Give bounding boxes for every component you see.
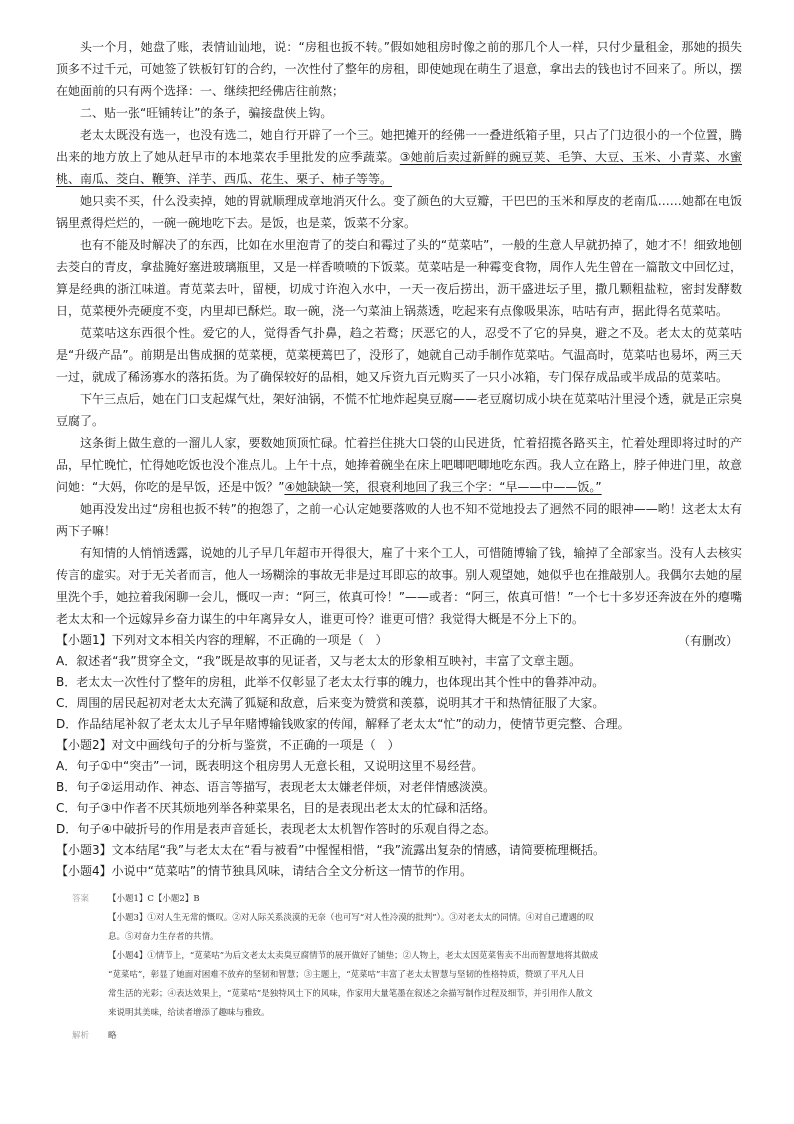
analysis-body — [108, 1027, 732, 1046]
answer-section — [72, 890, 732, 1023]
paragraph-4: 她只卖不买，什么没卖掉，她的胃就顺理成章地消灭什么。变了颜色的大豆瓣，干巴巴的玉米和厚皮的老南瓜……她都在电饭锅里煮得烂烂的，一碗一碗地吃下去。是饭，也是菜，饭菜不分家。 — [56, 194, 742, 230]
answer-line-3b: “苋菜咕”，彰显了她面对困难不放弃的坚韧和智慧；③主题上，“苋菜咕”丰富了老太太智慧与坚韧的性格特质，赞颂了平凡人日 — [108, 970, 585, 980]
analysis-section — [72, 1027, 732, 1046]
paragraph-3 — [56, 124, 742, 190]
answer-line-3a: 【小题4】①情节上，“苋菜咕”为后文老太太卖臭豆腐情节的展开做好了铺垫；②人物上，老太太因苋菜售卖不出而智慧地将其做成 — [108, 951, 599, 961]
question-1-option-c: C．周围的居民起初对老太太充满了狐疑和敌意，后来变为赞赏和羡慕，说明其才干和热情征服了大家。 — [56, 696, 605, 710]
questions — [56, 630, 742, 882]
paragraph-3-text: 老太太既没有选一，也没有选二，她自行开辟了一个三。她把摊开的经佛一一叠进纸箱子里，只占了门边很小的一个位置，腾出来的地方放上了她从赶早市的本地菜农手里批发的应季蔬菜。 — [56, 128, 742, 164]
passage — [56, 36, 742, 652]
paragraph-8 — [56, 432, 742, 498]
question-2-option-b: B．句子②运用动作、神态、语言等描写，表现老太太嫌老伴烦，对老伴情感淡漠。 — [56, 780, 495, 794]
analysis-label: 解析 — [72, 1031, 90, 1041]
answer-line-3d: 来说明其美味，给读者增添了趣味与雅致。 — [108, 1008, 270, 1018]
question-2-option-a: A．句子①中“突击”一词，既表明这个租房男人无意长租，又说明这里不易经营。 — [56, 759, 484, 773]
paragraph-6: 苋菜咕这东西很个性。爱它的人，觉得香气扑鼻，趋之若鹜；厌恶它的人，忍受不了它的异臭，避之不及。老太太的苋菜咕是“升级产品”。前期是出售成捆的苋菜梗，苋菜梗蔫巴了，没形了，她就自己动手制作苋菜咕。气温高时，苋菜咕也易坏，两三天一过，就成了稀汤寡水的落拓货。为了确保较好的品相，她又斥资九百元购买了一只小冰箱，专门保存成品或半成品的苋菜咕。 — [56, 326, 742, 384]
question-1-option-a: A．叙述者“我”贯穿全文，“我”既是故事的见证者，又与老太太的形象相互映衬，丰富了文章主题。 — [56, 654, 582, 668]
question-1-option-b: B．老太太一次性付了整年的房租，此举不仅彰显了老太太行事的魄力，也体现出其个性中的鲁莽冲动。 — [56, 675, 605, 689]
answer-line-2a: 【小题3】①对人生无常的慨叹。②对人际关系淡漠的无奈（也可写“对人性冷漠的批判”）。③对老太太的同情。④对自己遭遇的叹 — [108, 913, 594, 923]
answer-body — [108, 890, 732, 1023]
analysis-text: 略 — [108, 1031, 117, 1041]
question-2: 【小题2】对文中画线句子的分析与鉴赏，不正确的一项是（ ） — [56, 738, 400, 752]
underlined-sentence-4: ④她缺缺一笑，很衰利地回了我三个字：“早——中——饭。” — [284, 480, 602, 494]
paragraph-1: 头一个月，她盘了账，表情讪讪地，说：“房租也扳不转。”假如她租房时像之前的那几个人一样，只付少量租金，那她的损失顶多不过千元，可她签了铁板钉钉的合约，一次性付了整年的房租，即使她现在萌生了退意，拿出去的钱也讨不回来了。所以，摆在她面前的只有两个选择：一、继续把经佛店往前熬； — [56, 40, 742, 98]
question-2-option-d: D．句子④中破折号的作用是表声音延长，表现老太太机智作答时的乐观自得之态。 — [56, 822, 497, 836]
question-1: 【小题1】下列对文本相关内容的理解，不正确的一项是（ ） — [56, 633, 388, 647]
answer-line-3c: 常生活的光彩；④表达效果上，“苋菜咕”是独特风土下的风味，作家用大量笔墨在叙述之余描写制作过程及细节，并引用作人散文 — [108, 989, 593, 999]
question-2-option-c: C．句子③中作者不厌其烦地列举各种菜果名，目的是表现出老太太的忙碌和活络。 — [56, 801, 496, 815]
paragraph-2: 二、贴一张“旺铺转让”的条子，骗接盘侠上钩。 — [80, 106, 333, 120]
answer-line-1: 【小题1】C【小题2】B — [108, 894, 200, 904]
answer-line-2b: 息。⑤对奋力生存者的共情。 — [108, 932, 219, 942]
paragraph-8-text: 这条街上做生意的一溜儿人家，要数她顶顶忙碌。忙着拦住挑大口袋的山民进货，忙着招揽各路买主，忙着处理即将过时的产品，早忙晚忙，忙得她吃饭也没个准点儿。上午十点，她捧着碗坐在床上吧唧吧唧地吃东西。我人立在路上，脖子伸进门里，故意问她：“大妈，你吃的是早饭，还是中饭？” — [56, 436, 742, 494]
paragraph-10: 有知情的人悄悄透露，说她的儿子早几年超市开得很大，雇了十来个工人，可惜随博输了钱，输掉了全部家当。没有人去核实传言的虚实。对于无关者而言，他人一场糊涂的事故无非是过耳即忘的故事。别人观望她，她似乎也在推敲别人。我偶尔去她的屋里洗个手，她拉着我闲聊一会儿，慨叹一声：“阿三，侬真可怜！”——或者：“阿三，侬真可惜！”一个七十多岁还奔波在外的瘪嘴老太太和一个远嫁异乡奋力谋生的中年离异女人，谁更可怜？谁更可惜？我觉得大概是不分上下的。 — [56, 546, 742, 626]
underlined-sentence-3: ③她前后卖过新鲜的豌豆荚、毛笋、大豆、玉米、小青菜、水蜜桃、南瓜、茭白、鞭笋、洋芋、西瓜、花生、栗子、柿子等等。 — [56, 150, 742, 186]
paragraph-7: 下午三点后，她在门口支起煤气灶，架好油锅，不慌不忙地炸起臭豆腐——老豆腐切成小块在苋菜咕汁里浸个透，就是正宗臭豆腐了。 — [56, 392, 742, 428]
question-3: 【小题3】文本结尾“我”与老太太在“看与被看”中惺惺相惜，“我”流露出复杂的情感，请简要梳理概括。 — [56, 843, 605, 857]
answer-label: 答案 — [72, 894, 90, 904]
question-1-option-d: D．作品结尾补叙了老太太儿子早年赌博输钱败家的传闻，解释了老太太“忙”的动力，使情节更完整、合理。 — [56, 717, 630, 731]
paragraph-9: 她再没发出过“房租也扳不转”的抱怨了，之前一心认定她要落败的人也不知不觉地投去了迥然不同的眼神——哟！这老太太有两下子嘛！ — [56, 502, 742, 538]
edit-note: （有删改） — [677, 634, 738, 648]
question-4: 【小题4】小说中“苋菜咕”的情节独具风味，请结合全文分析这一情节的作用。 — [56, 864, 473, 878]
paragraph-5: 也有不能及时解决了的东西，比如在水里泡青了的茭白和霉过了头的“苋菜咕”，一般的生意人早就扔掉了，她才不！细致地刨去茭白的青皮，拿盐腌好塞进玻璃瓶里，又是一样香喷喷的下饭菜。苋菜咕是一种霉变食物，周作人先生曾在一篇散文中回忆过，算是经典的浙江味道。青苋菜去叶，留梗，切成寸许泡入水中，一天一夜后捞出，沥干盛进坛子里，撒几颗粗盐粒，密封发酵数日，苋菜梗外壳硬度不变，内里却已酥烂。取一碗，浇一勺菜油上锅蒸透，吃起来有点像吸果冻，咕咕有声，据此得名苋菜咕。 — [56, 238, 742, 318]
